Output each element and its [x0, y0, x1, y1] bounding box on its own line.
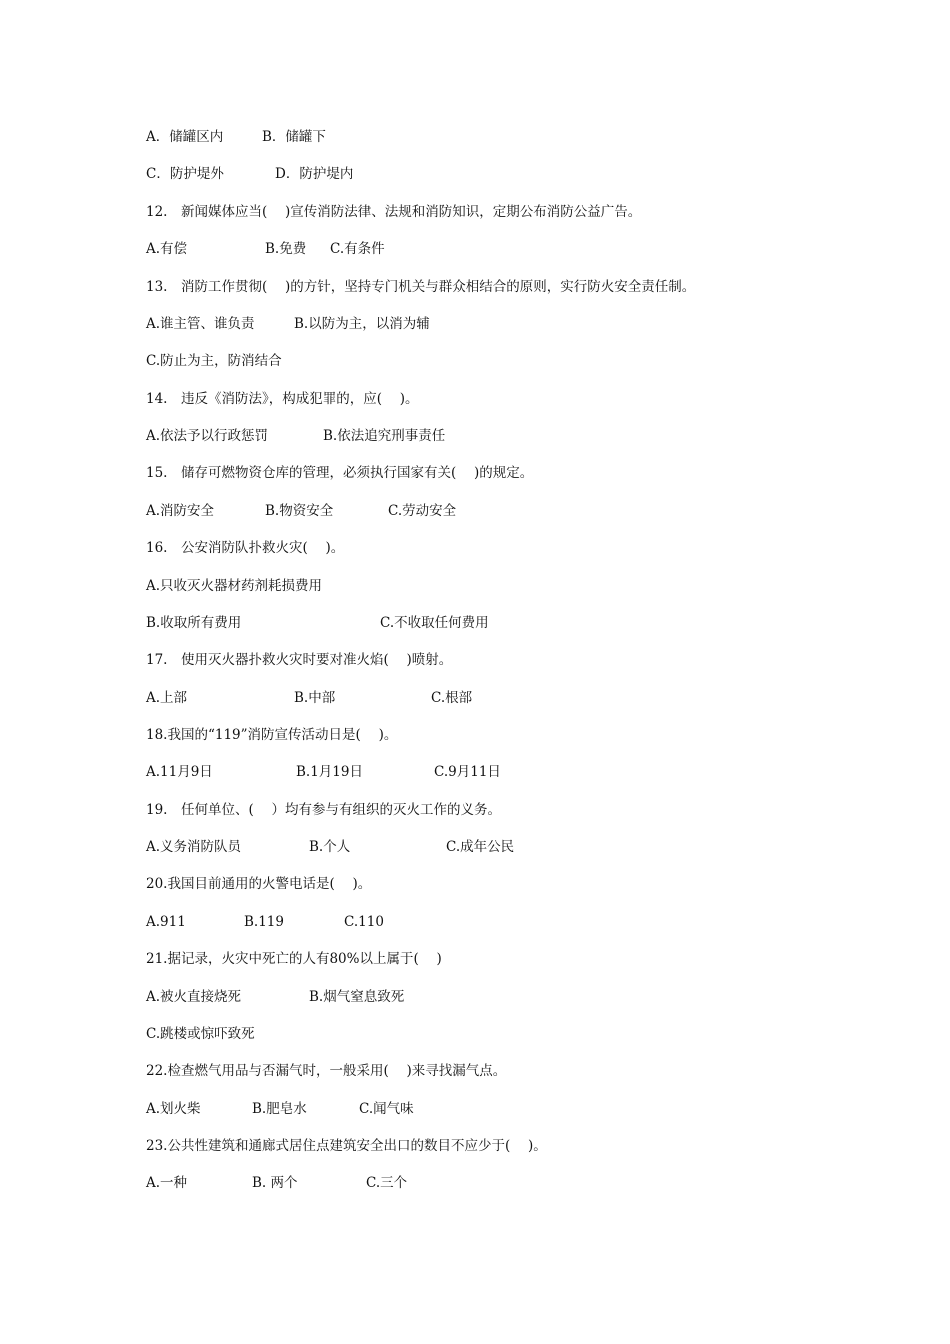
option-c: C.成年公民	[446, 839, 515, 855]
option-b: B.免费	[265, 241, 307, 257]
option-b: B.收取所有费用	[146, 615, 242, 631]
option-b: B.烟气窒息致死	[309, 989, 405, 1005]
option-b: B. 两个	[252, 1175, 298, 1191]
question-22: 22.检查燃气用品与否漏气时，一般采用( )来寻找漏气点。	[146, 1063, 507, 1079]
option-a: A.11月9日	[146, 764, 213, 780]
question-21: 21.据记录，火灾中死亡的人有80%以上属于( )	[146, 951, 442, 967]
option-a: A.划火柴	[146, 1101, 201, 1117]
question-19: 19. 任何单位、( ）均有参与有组织的灭火工作的义务。	[146, 802, 502, 818]
question-18: 18.我国的“119”消防宣传活动日是( )。	[146, 727, 398, 743]
options-line	[0, 1099, 950, 1119]
option-a: A．储罐区内	[146, 129, 224, 145]
options-line	[0, 314, 950, 334]
option-a: A.消防安全	[146, 503, 215, 519]
option-a: A.被火直接烧死	[146, 989, 242, 1005]
options-line	[0, 127, 950, 147]
options-line	[0, 351, 950, 371]
option-b: B.以防为主，以消为辅	[294, 316, 430, 332]
question-line	[0, 463, 950, 483]
option-b: B.1月19日	[296, 764, 363, 780]
option-d: D．防护堤内	[275, 166, 354, 182]
option-c: C.闻气味	[359, 1101, 414, 1117]
option-a: A.一种	[146, 1175, 188, 1191]
question-15: 15. 储存可燃物资仓库的管理，必须执行国家有关( )的规定。	[146, 465, 534, 481]
option-a: A.依法予以行政惩罚	[146, 428, 269, 444]
question-line	[0, 1061, 950, 1081]
option-b: B.物资安全	[265, 503, 334, 519]
option-a: A.911	[146, 914, 186, 930]
options-line	[0, 164, 950, 184]
options-line	[0, 501, 950, 521]
question-14: 14. 违反《消防法》，构成犯罪的，应( )。	[146, 391, 419, 407]
options-line	[0, 426, 950, 446]
option-a: A.有偿	[146, 241, 188, 257]
option-c: C.9月11日	[434, 764, 501, 780]
option-c: C.劳动安全	[388, 503, 457, 519]
options-line	[0, 1173, 950, 1193]
options-line	[0, 1024, 950, 1044]
options-line	[0, 987, 950, 1007]
option-b: B.中部	[294, 690, 336, 706]
options-line	[0, 912, 950, 932]
options-line	[0, 613, 950, 633]
option-c: C.根部	[431, 690, 473, 706]
question-line	[0, 277, 950, 297]
option-b: B.个人	[309, 839, 351, 855]
question-13: 13. 消防工作贯彻( )的方针，坚持专门机关与群众相结合的原则，实行防火安全责任制。	[146, 279, 696, 295]
option-a: A.只收灭火器材药剂耗损费用	[146, 578, 323, 594]
options-line	[0, 837, 950, 857]
question-line	[0, 202, 950, 222]
question-line	[0, 874, 950, 894]
question-12: 12. 新闻媒体应当( )宣传消防法律、法规和消防知识，定期公布消防公益广告。	[146, 204, 642, 220]
question-line	[0, 389, 950, 409]
question-17: 17. 使用灭火器扑救火灾时要对准火焰( )喷射。	[146, 652, 453, 668]
option-c: C.三个	[366, 1175, 408, 1191]
option-b: B.肥皂水	[252, 1101, 307, 1117]
option-c: C.不收取任何费用	[380, 615, 489, 631]
option-c: C.有条件	[330, 241, 385, 257]
options-line	[0, 239, 950, 259]
option-b: B.依法追究刑事责任	[323, 428, 446, 444]
question-23: 23.公共性建筑和通廊式居住点建筑安全出口的数目不应少于( )。	[146, 1138, 547, 1154]
question-16: 16. 公安消防队扑救火灾( )。	[146, 540, 345, 556]
options-line	[0, 576, 950, 596]
question-20: 20.我国目前通用的火警电话是( )。	[146, 876, 372, 892]
option-c: C.110	[344, 914, 384, 930]
option-c: C.跳楼或惊吓致死	[146, 1026, 255, 1042]
options-line	[0, 762, 950, 782]
question-line	[0, 538, 950, 558]
option-a: A.义务消防队员	[146, 839, 242, 855]
option-c: C.防止为主，防消结合	[146, 353, 282, 369]
question-line	[0, 949, 950, 969]
option-a: A.谁主管、谁负责	[146, 316, 255, 332]
option-b: B．储罐下	[262, 129, 326, 145]
question-line	[0, 800, 950, 820]
option-a: A.上部	[146, 690, 188, 706]
question-line	[0, 650, 950, 670]
options-line	[0, 688, 950, 708]
option-b: B.119	[244, 914, 284, 930]
option-c: C．防护堤外	[146, 166, 224, 182]
question-line	[0, 725, 950, 745]
question-line	[0, 1136, 950, 1156]
